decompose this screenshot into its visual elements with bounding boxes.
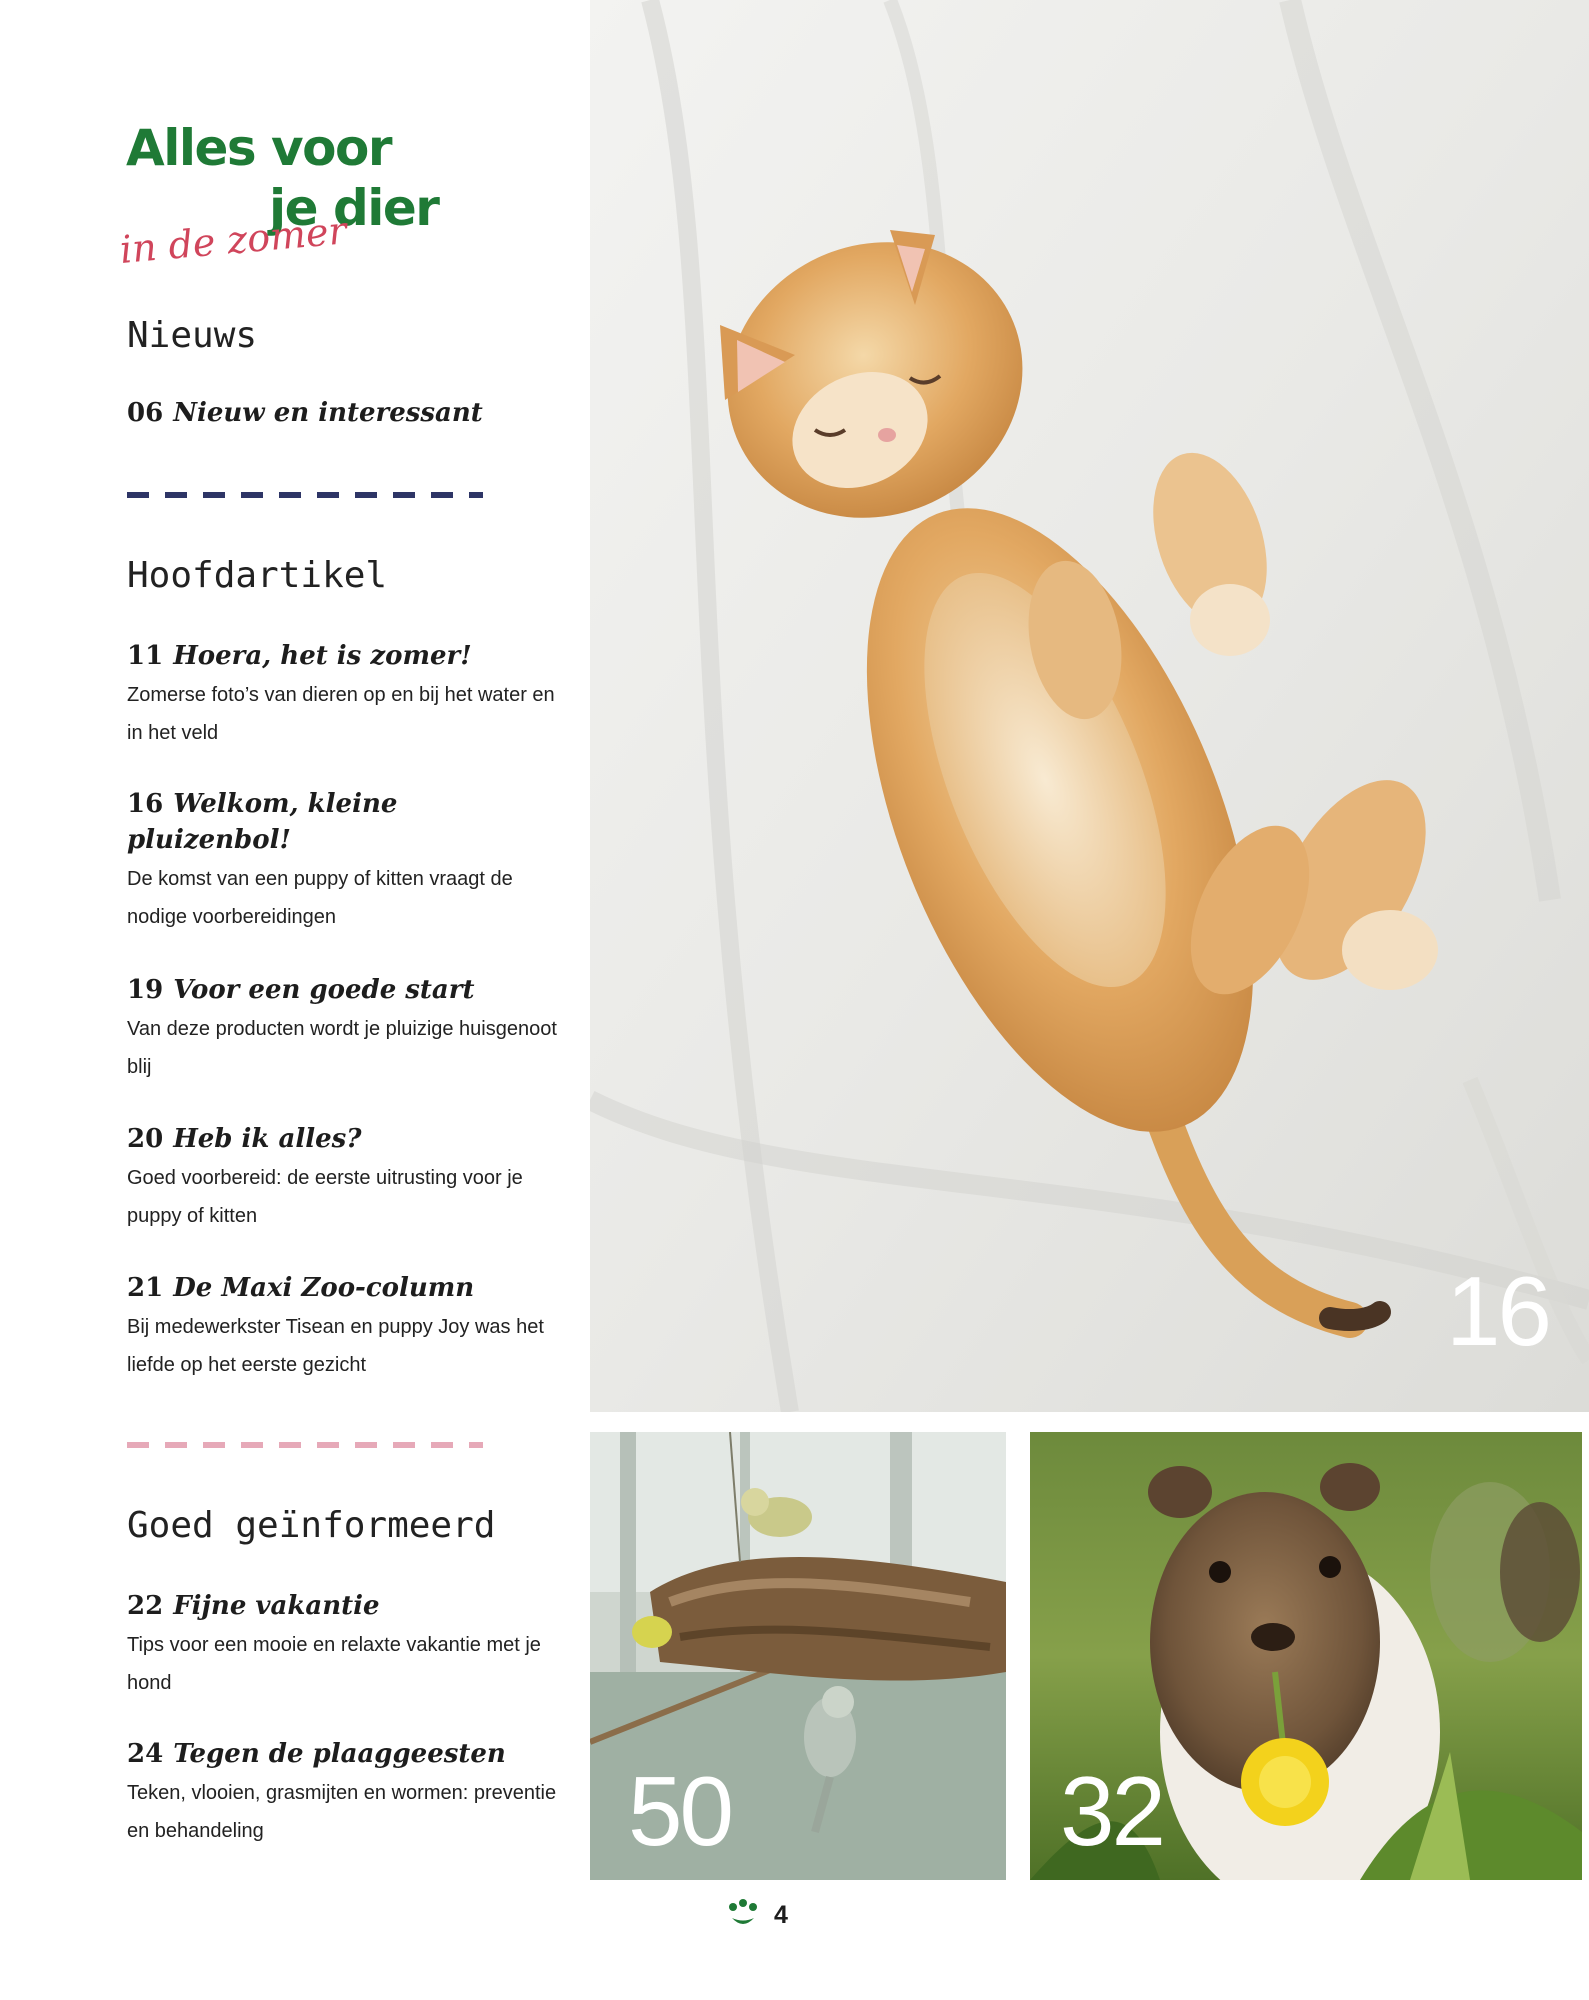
toc-entry[interactable] — [127, 1736, 567, 1850]
section-heading-goed-geinformeerd: Goed geïnformeerd — [127, 1505, 496, 1546]
page-number: 4 — [774, 1901, 788, 1929]
toc-entry[interactable] — [127, 1588, 567, 1702]
entry-page: 22 — [127, 1591, 164, 1621]
divider-navy — [127, 492, 483, 498]
paw-icon — [726, 1898, 760, 1933]
section-heading-hoofdartikel: Hoofdartikel — [127, 555, 388, 596]
title-line-1: Alles voor — [126, 119, 392, 177]
kitten-page-number: 16 — [1445, 1256, 1549, 1366]
entry-title: Fijne vakantie — [173, 1591, 380, 1621]
title-line-2: je dier — [269, 179, 439, 237]
toc-entry[interactable] — [127, 395, 567, 431]
page-subtitle: in de zomer — [118, 208, 349, 272]
entry-page: 20 — [127, 1124, 164, 1154]
entry-page: 24 — [127, 1739, 164, 1769]
birds-page-number: 50 — [628, 1756, 732, 1866]
page-footer — [726, 1898, 788, 1933]
toc-entry[interactable] — [127, 1270, 567, 1384]
entry-description: Bij medewerkster Tisean en puppy Joy was het liefde op het eerste gezicht — [127, 1316, 544, 1376]
entry-description: Teken, vlooien, grasmijten en wormen: preventie en behandeling — [127, 1782, 557, 1842]
entry-page: 21 — [127, 1273, 164, 1303]
entry-page: 06 — [127, 398, 164, 428]
entry-description: Zomerse foto’s van dieren op en bij het water en in het veld — [127, 684, 555, 744]
guinea-pig-page-number: 32 — [1060, 1756, 1164, 1866]
entry-title: Voor een goede start — [173, 975, 475, 1005]
guinea-pig-photo[interactable] — [1030, 1432, 1582, 1880]
entry-title: Tegen de plaaggeesten — [173, 1739, 506, 1769]
entry-title: Welkom, kleine pluizenbol! — [127, 789, 398, 855]
kitten-illustration — [590, 0, 1589, 1412]
entry-title: De Maxi Zoo-column — [173, 1273, 475, 1303]
entry-description: Tips voor een mooie en relaxte vakantie met je hond — [127, 1634, 541, 1694]
toc-entry[interactable] — [127, 786, 567, 936]
entry-page: 19 — [127, 975, 164, 1005]
entry-title: Heb ik alles? — [173, 1124, 362, 1154]
toc-entry[interactable] — [127, 1121, 567, 1235]
toc-entry[interactable] — [127, 972, 567, 1086]
table-of-contents — [0, 0, 590, 2000]
kitten-photo[interactable] — [590, 0, 1589, 1412]
entry-description: Goed voorbereid: de eerste uitrusting voor je puppy of kitten — [127, 1167, 523, 1227]
birds-photo[interactable] — [590, 1432, 1006, 1880]
entry-title: Hoera, het is zomer! — [173, 641, 472, 671]
section-heading-nieuws: Nieuws — [127, 315, 258, 356]
toc-entry[interactable] — [127, 638, 567, 752]
entry-page: 11 — [127, 641, 164, 671]
entry-page: 16 — [127, 789, 164, 819]
divider-pink — [127, 1442, 483, 1448]
entry-title: Nieuw en interessant — [173, 398, 483, 428]
entry-description: Van deze producten wordt je pluizige huisgenoot blij — [127, 1018, 557, 1078]
entry-description: De komst van een puppy of kitten vraagt de nodige voorbereidingen — [127, 868, 513, 928]
